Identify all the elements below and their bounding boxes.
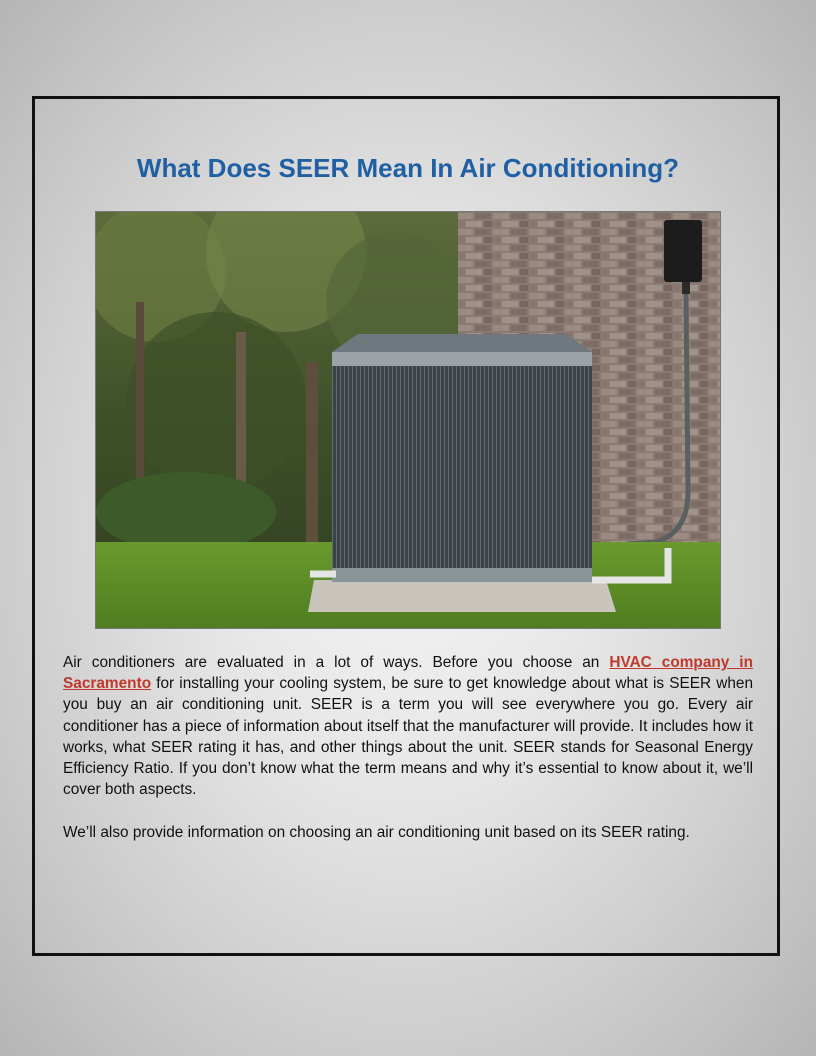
page-title: What Does SEER Mean In Air Conditioning?: [136, 153, 680, 183]
body-paragraph-2: We’ll also provide information on choosing an air conditioning unit based on its SEER rating.: [63, 824, 690, 841]
air-conditioner-photo: [95, 211, 721, 629]
paragraph-1-rest: for installing your cooling system, be sure to get knowledge about what is SEER when you buy an air conditioning unit. SEER is a term you will see everywhere you go. Every air conditioner has a piece of information about itself that the manufacturer will provide. It includes how it works, what SEER rating it has, and other things about the unit. SEER stands for Seasonal Energy Efficiency Ratio. If you don’t know what the term means and why it’s essential to know about it, we’ll cover both aspects.: [63, 675, 753, 799]
body-paragraph-1: [63, 652, 753, 800]
hvac-company-link[interactable]: HVAC company in Sacramento: [63, 654, 753, 693]
paragraph-1-lead: Air conditioners are evaluated in a lot of ways. Before you choose an: [63, 654, 610, 671]
